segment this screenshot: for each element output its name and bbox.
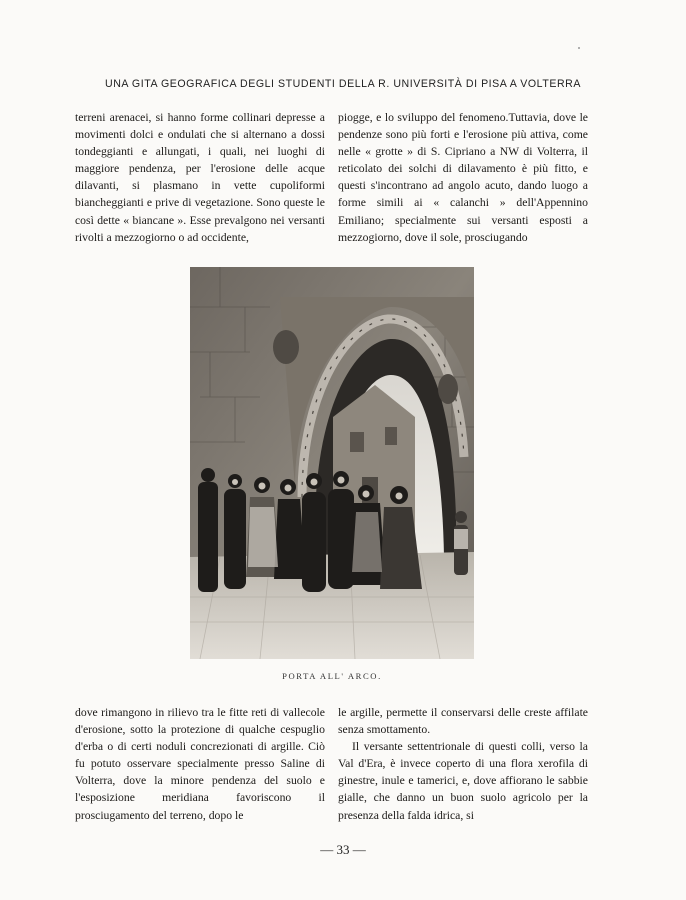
paragraph: dove rimangono in rilievo tra le fitte reti di vallecole d'erosione, sotto la protezione di qualche cespuglio d'erba o di certi noduli concrezionati di argille. Ciò fu potuto osservare specialmente presso Saline di Volterra, dove la minore pendenza del suolo e l'esposizione meridiana favoriscono il prosciugamento del terreno, dopo le: [75, 706, 325, 822]
photo-caption: PORTA ALL' ARCO.: [282, 671, 382, 681]
text-column-bottom-right: [338, 704, 588, 824]
paragraph: piogge, e lo sviluppo del fenomeno.Tuttavia, dove le pendenze sono più forti e l'erosione più attiva, come nelle « grotte » di S. Cipriano a NW di Volterra, il reticolato dei solchi di dilavamento è più fitto, e questi s'incontrano ad angolo acuto, dando luogo a forme simili ai « calanchi » dell'Appennino Emiliano; specialmente sui versanti esposti a mezzogiorno, dove il sole, prosciugando: [338, 111, 588, 244]
photograph-porta-all-arco: [190, 267, 474, 659]
paragraph: Il versante settentrionale di questi colli, verso la Val d'Era, è invece coperto di una flora xerofila di ginestre, inule e tamerici, e, dove affiorano le sabbie gialle, che danno un buon suolo agricolo per la presenza della falda idrica, si: [338, 740, 588, 822]
paper-speck: [578, 47, 580, 49]
text-column-top-right: [338, 109, 588, 246]
paragraph: le argille, permette il conservarsi delle creste affilate senza smottamento.: [338, 706, 588, 737]
paragraph: terreni arenacei, si hanno forme collinari depresse a movimenti dolci e ondulati che si alternano a dossi tondeggianti e allungati, i quali, nei luoghi di maggiore pendenza, per l'erosione delle acque dilavanti, si plasmano in vette cupoliformi biancheggianti e prive di vegetazione. Sono queste le così dette « biancane ». Esse prevalgono nei versanti rivolti a mezzogiorno o ad occidente,: [75, 111, 325, 244]
page-number: — 33 —: [320, 842, 366, 857]
running-head: UNA GITA GEOGRAFICA DEGLI STUDENTI DELLA R. UNIVERSITÀ DI PISA A VOLTERRA: [105, 78, 581, 90]
text-column-bottom-left: [75, 704, 325, 824]
text-column-top-left: [75, 109, 325, 246]
